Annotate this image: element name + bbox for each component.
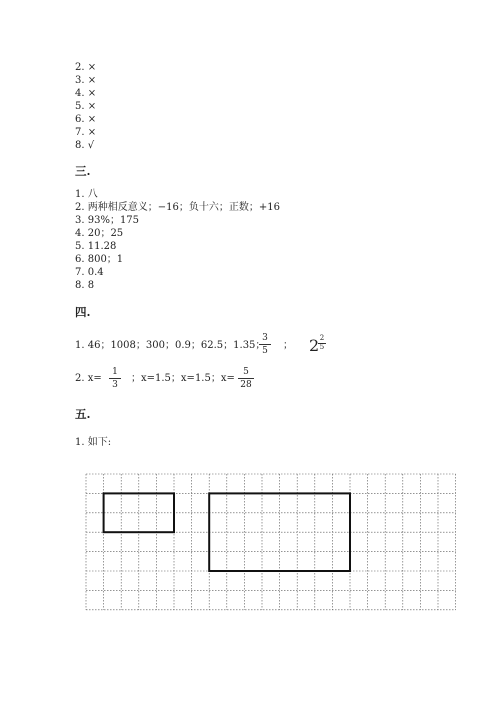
answer-3-7: 7. 0.4 xyxy=(75,267,104,278)
mixed-denominator: 5 xyxy=(319,343,325,351)
answer-4-1-sep: ； xyxy=(283,340,293,351)
answer-2-3: 3. × xyxy=(75,75,97,86)
answer-2-6: 6. × xyxy=(75,114,97,125)
answer-2-4: 4. × xyxy=(75,88,97,99)
answer-4-2-mid: ；x=1.5；x=1.5；x= xyxy=(131,373,235,384)
answer-2-8b: 8. √ xyxy=(75,140,95,151)
fraction-denominator: 5 xyxy=(262,346,268,356)
answer-3-2: 2. 两种相反意义；−16；负十六；正数；+16 xyxy=(75,202,280,213)
answer-2-8: 2. × xyxy=(75,62,97,73)
fraction-numerator: 5 xyxy=(243,367,249,377)
fraction-5-28 xyxy=(236,367,256,390)
section5-heading: 五. xyxy=(75,407,91,421)
fraction-denominator: 3 xyxy=(112,380,118,390)
answer-5-1: 1. 如下: xyxy=(75,437,112,448)
mixed-number-fraction xyxy=(318,335,326,351)
answer-2-7: 7. × xyxy=(75,127,97,138)
answer-4-1-text: 1. 46；1008；300；0.9；62.5；1.35； xyxy=(75,340,266,351)
section3-heading: 三. xyxy=(75,164,91,178)
answer-3-5: 5. 11.28 xyxy=(75,241,117,252)
answer-3-6: 6. 800；1 xyxy=(75,254,124,265)
mixed-numerator: 2 xyxy=(319,334,325,342)
section4-heading: 四. xyxy=(75,305,91,319)
answer-4-2-prefix: 2. x= xyxy=(75,373,102,384)
answer-3-8: 8. 8 xyxy=(75,280,95,291)
fraction-numerator: 3 xyxy=(262,333,268,343)
mixed-number-whole: 2 xyxy=(309,336,320,355)
answer-3-3: 3. 93%；175 xyxy=(75,215,140,226)
fraction-numerator: 1 xyxy=(112,367,118,377)
answer-3-1: 1. 八 xyxy=(75,189,98,200)
fraction-1-3 xyxy=(107,367,123,390)
fraction-3-5 xyxy=(257,333,273,356)
fraction-denominator: 28 xyxy=(240,380,252,390)
answer-2-5: 5. × xyxy=(75,101,97,112)
grid-figure xyxy=(85,473,460,613)
answer-3-4: 4. 20；25 xyxy=(75,228,124,239)
